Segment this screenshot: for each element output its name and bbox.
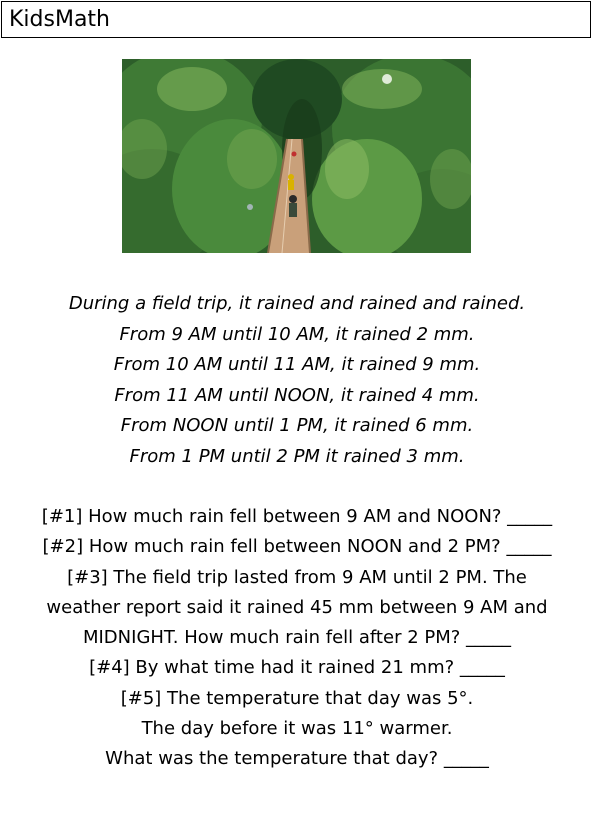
question-3-line-2: weather report said it rained 45 mm between 9 AM and — [46, 596, 548, 618]
story-line: From 1 PM until 2 PM it rained 3 mm. — [129, 445, 465, 467]
question-5-line-3: What was the temperature that day? _____ — [105, 748, 489, 770]
story-text — [0, 289, 594, 472]
story-line: From NOON until 1 PM, it rained 6 mm. — [120, 415, 474, 436]
story-line: From 11 AM until NOON, it rained 4 mm. — [114, 384, 480, 406]
forest-bridge-image — [122, 59, 471, 253]
question-5-line-1: [#5] The temperature that day was 5°. — [120, 687, 474, 709]
story-line: From 10 AM until 11 AM, it rained 9 mm. — [113, 354, 481, 375]
question-2: [#2] How much rain fell between NOON and 2 PM? _____ — [42, 536, 552, 558]
question-3-line-1: [#3] The field trip lasted from 9 AM until 2 PM. The — [67, 566, 527, 588]
question-3-line-3: MIDNIGHT. How much rain fell after 2 PM? _____ — [82, 627, 512, 649]
question-1: [#1] How much rain fell between 9 AM and NOON? _____ — [41, 506, 553, 527]
site-title: KidsMath — [9, 7, 110, 32]
header-bar — [1, 1, 591, 38]
forest-bridge-photo — [122, 59, 471, 253]
question-list — [0, 502, 594, 775]
question-4: [#4] By what time had it rained 21 mm? _____ — [89, 657, 505, 679]
question-5-line-2: The day before it was 11° warmer. — [141, 718, 453, 740]
story-line: From 9 AM until 10 AM, it rained 2 mm. — [119, 323, 475, 345]
story-line: During a field trip, it rained and rained and rained. — [68, 293, 526, 314]
